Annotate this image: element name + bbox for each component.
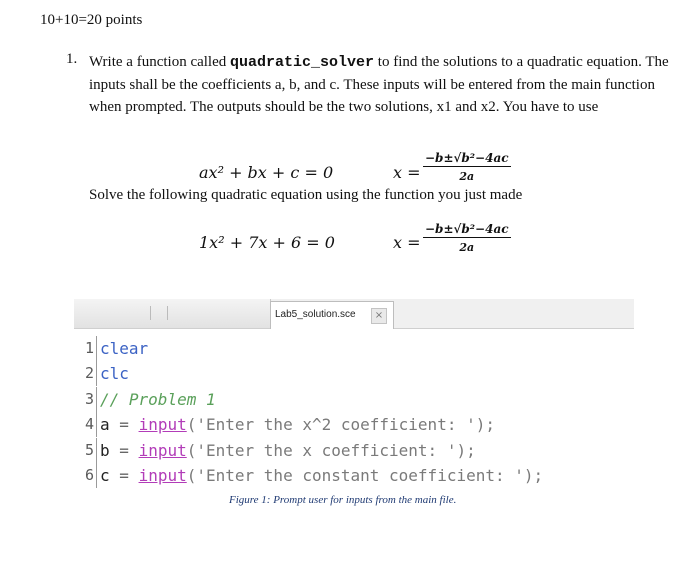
code-area[interactable] [80, 336, 630, 488]
formula-denominator: 2a [459, 241, 475, 254]
x-equals-1: x = [393, 163, 421, 182]
function-name: quadratic_solver [230, 54, 375, 71]
code-line [80, 412, 630, 437]
formula-denominator: 2a [459, 170, 475, 183]
code-function: input [138, 415, 187, 435]
code-editor [74, 299, 634, 489]
code-string: ('Enter the x coefficient: '); [186, 440, 476, 460]
line-number: 4 [80, 412, 97, 437]
code-line [80, 463, 630, 488]
code-line [80, 336, 630, 361]
code-variable: c [100, 465, 110, 485]
code-function: input [138, 465, 187, 485]
question-number: 1. [66, 51, 78, 67]
x-equals-2: x = [393, 233, 421, 252]
code-function: input [138, 440, 187, 460]
figure-caption: Figure 1: Prompt user for inputs from the main file. [229, 494, 457, 506]
editor-tab-bar [74, 299, 634, 329]
solve-instruction: Solve the following quadratic equation using the function you just made [89, 187, 523, 203]
points-heading: 10+10=20 points [40, 12, 143, 28]
tab-bar-gutter [74, 299, 271, 328]
close-icon[interactable]: × [371, 308, 387, 324]
code-operator: = [119, 440, 129, 460]
quadratic-formula-2 [423, 222, 511, 254]
formula-numerator: −b±√b²−4ac [425, 151, 509, 165]
code-text: clc [100, 364, 129, 384]
code-operator: = [119, 465, 129, 485]
equation-general: ax² + bx + c = 0 [199, 163, 334, 182]
line-number: 6 [80, 463, 97, 488]
line-number: 2 [80, 361, 97, 386]
tab-label: Lab5_solution.sce [275, 309, 356, 320]
code-string: ('Enter the constant coefficient: '); [186, 465, 544, 485]
quadratic-formula-1 [423, 151, 511, 183]
code-line [80, 438, 630, 463]
code-variable: b [100, 440, 110, 460]
line-number: 5 [80, 438, 97, 463]
code-variable: a [100, 415, 110, 435]
code-string: ('Enter the x^2 coefficient: '); [186, 415, 495, 435]
equation-specific: 1x² + 7x + 6 = 0 [199, 233, 335, 252]
question-text: Write a function called quadratic_solver to find the solutions to a quadratic equation. The inputs shall be the coefficients a, b, and c. These inputs will be entered from the main function when prompted. The outputs should be the two solutions, x1 and x2. You have to use [89, 54, 669, 115]
code-line [80, 387, 630, 412]
tab-lab5-solution[interactable] [270, 301, 394, 329]
code-line [80, 361, 630, 386]
line-number: 1 [80, 336, 97, 361]
formula-numerator: −b±√b²−4ac [425, 222, 509, 236]
code-text: clear [100, 339, 149, 358]
line-number: 3 [80, 387, 97, 412]
grip-handle[interactable] [150, 306, 168, 320]
code-comment: // Problem 1 [100, 389, 216, 409]
code-operator: = [119, 415, 129, 435]
